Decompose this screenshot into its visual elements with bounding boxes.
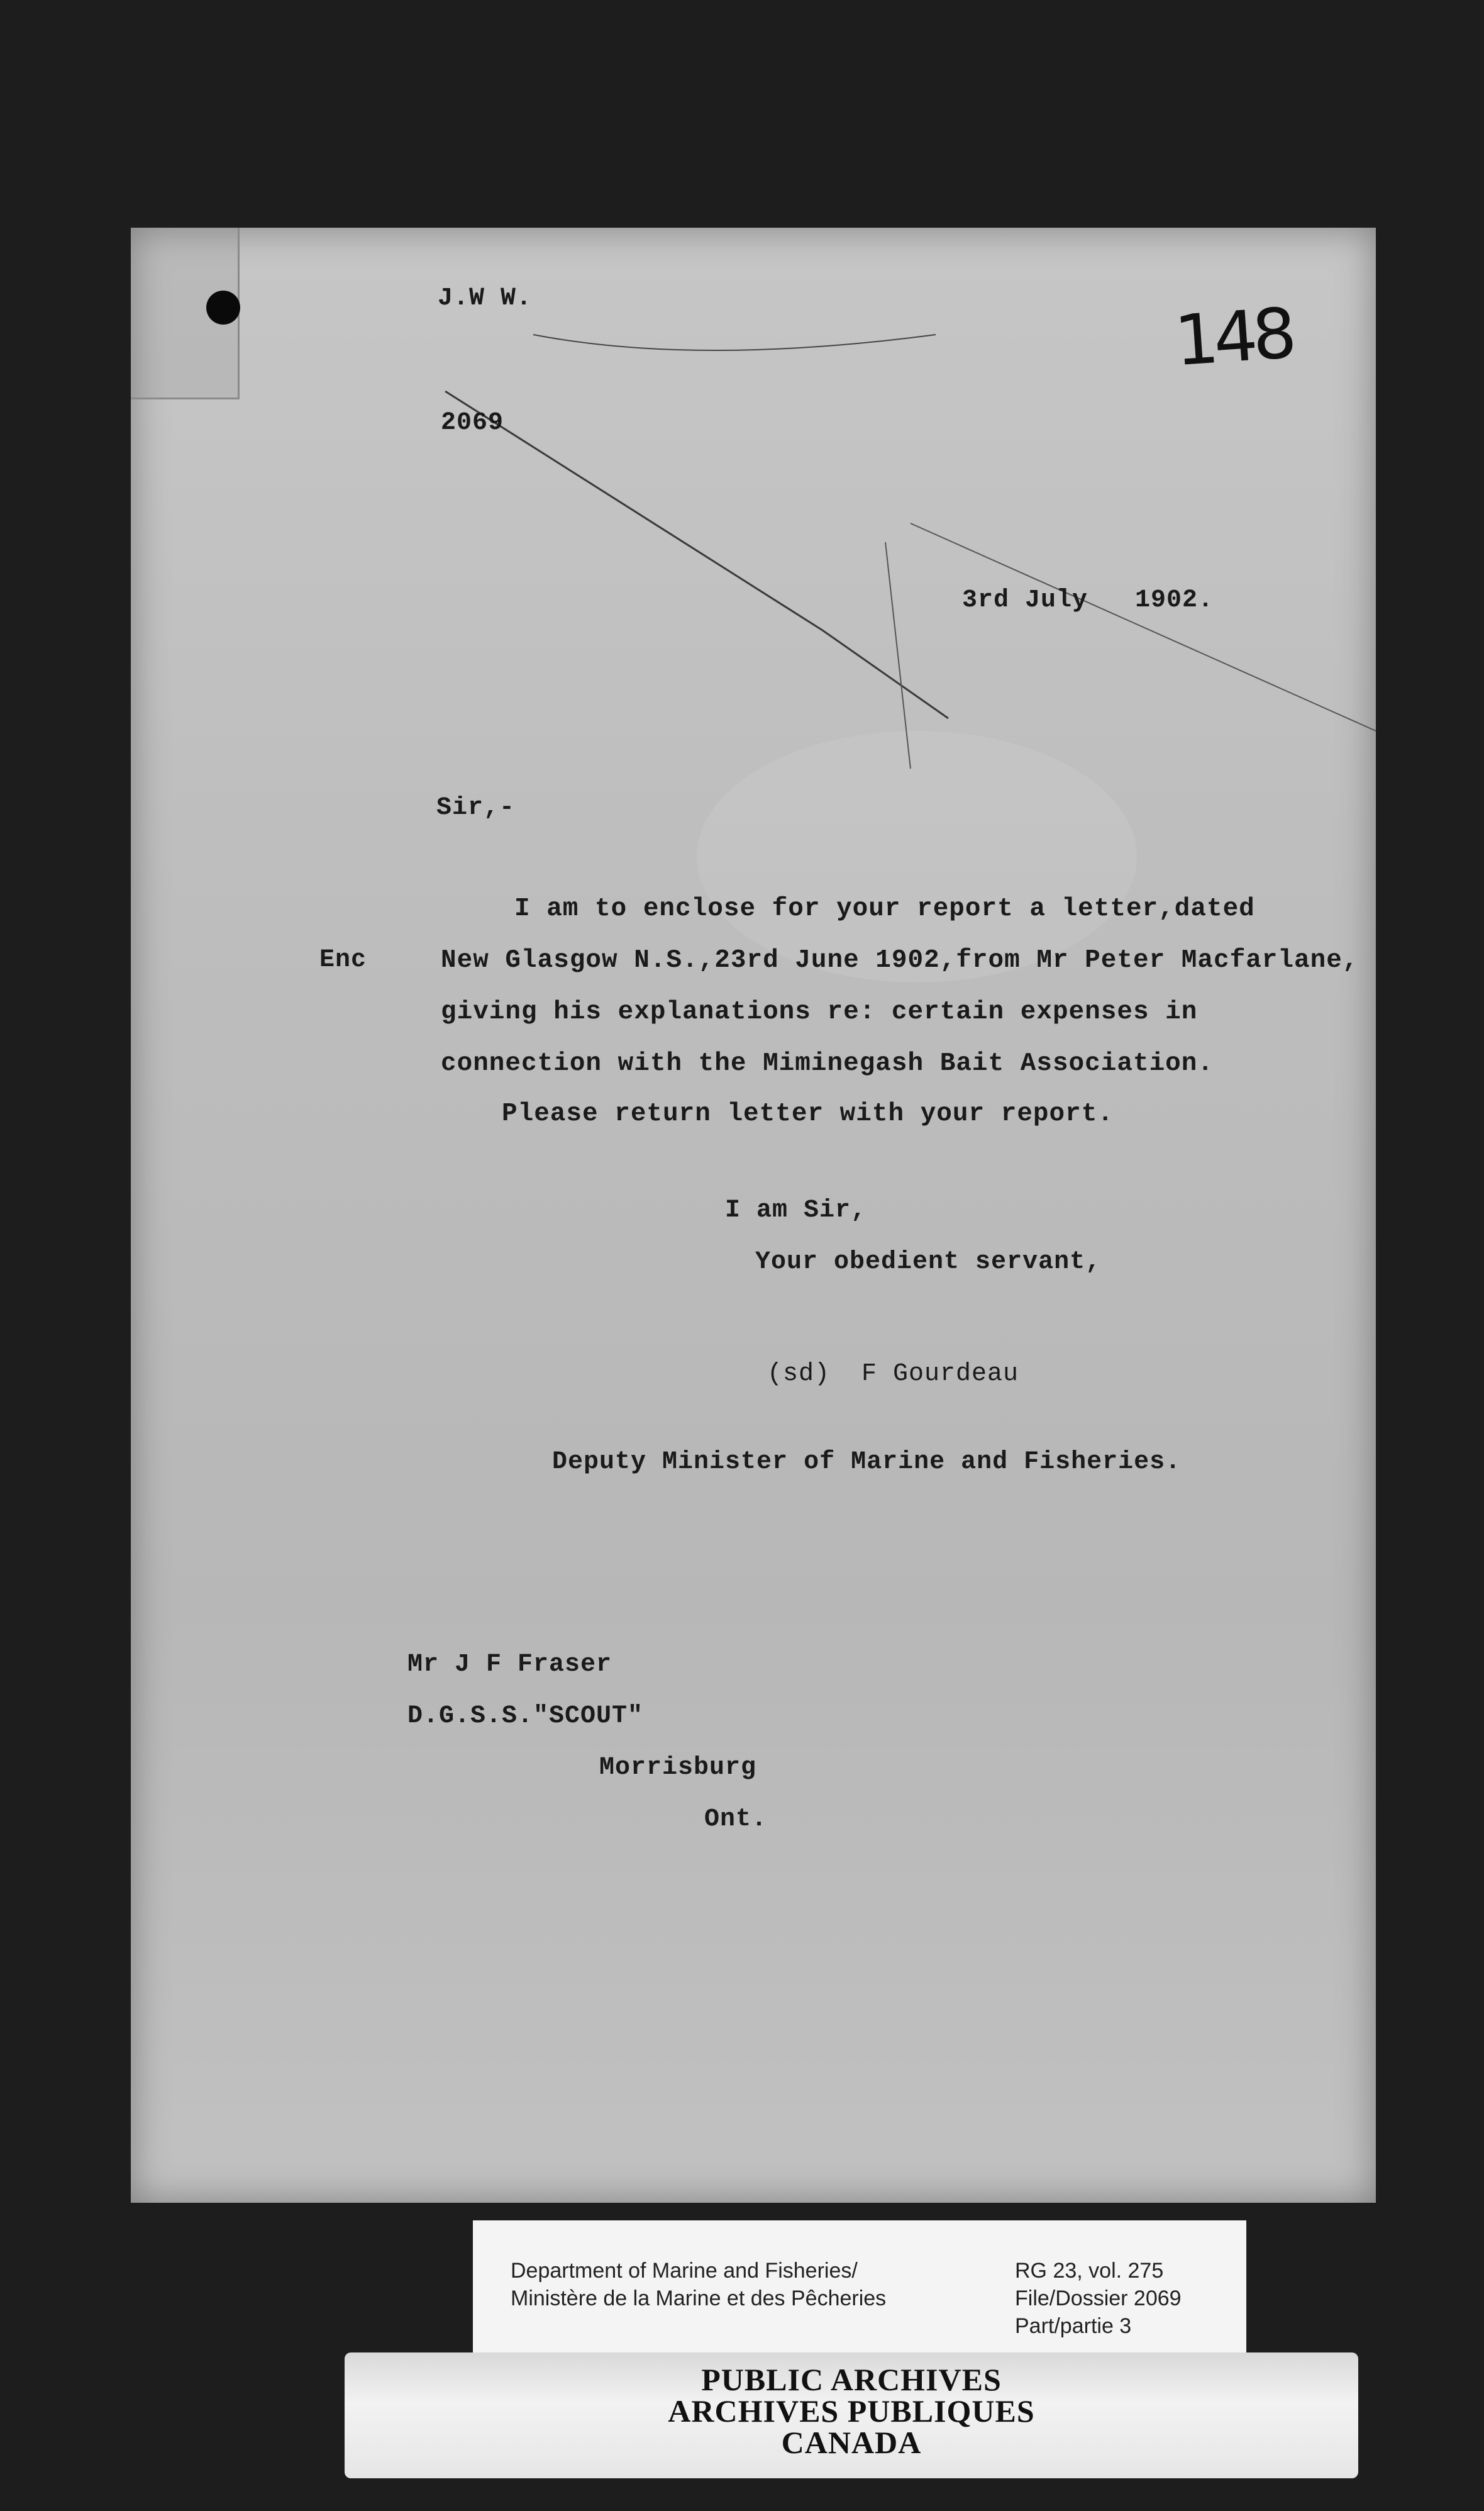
body-line-5: Please return letter with your report. <box>502 1100 1114 1128</box>
archive-reference-label <box>473 2220 1246 2352</box>
salutation: Sir,- <box>436 794 516 822</box>
stamp-line-1: PUBLIC ARCHIVES <box>701 2362 1002 2397</box>
public-archives-stamp <box>345 2352 1358 2478</box>
folio-number: 148 <box>1171 292 1295 382</box>
addressee-province: Ont. <box>704 1805 768 1834</box>
signature: (sd) F Gourdeau <box>767 1360 1019 1388</box>
body-line-2: New Glasgow N.S.,23rd June 1902,from Mr Peter Macfarlane, <box>441 946 1359 975</box>
letter-date: 3rd July 1902. <box>962 586 1214 615</box>
signer-title: Deputy Minister of Marine and Fisheries. <box>552 1448 1182 1476</box>
closing-line-2: Your obedient servant, <box>755 1248 1102 1276</box>
label-dept-fr: Ministère de la Marine et des Pêcheries <box>511 2286 887 2310</box>
stamp-line-2: ARCHIVES PUBLIQUES <box>668 2393 1035 2429</box>
body-line-3: giving his explanations re: certain expenses in <box>441 998 1198 1027</box>
enclosure-note: Enc <box>319 946 367 974</box>
addressee-vessel: D.G.S.S."SCOUT" <box>407 1702 644 1730</box>
body-line-1: I am to enclose for your report a letter,dated <box>514 894 1255 923</box>
stamp-line-3: CANADA <box>781 2425 922 2460</box>
file-number: 2069 <box>441 409 504 437</box>
label-file: File/Dossier 2069 <box>1015 2286 1182 2310</box>
label-dept-en: Department of Marine and Fisheries/ <box>511 2259 858 2283</box>
closing-line-1: I am Sir, <box>725 1196 867 1225</box>
addressee-town: Morrisburg <box>599 1754 757 1782</box>
typist-initials: J.W W. <box>438 284 533 313</box>
body-line-4: connection with the Miminegash Bait Association. <box>441 1049 1214 1078</box>
label-rg: RG 23, vol. 275 <box>1015 2259 1164 2283</box>
label-part: Part/partie 3 <box>1015 2314 1132 2338</box>
addressee-name: Mr J F Fraser <box>407 1651 612 1679</box>
letter-page <box>131 228 1376 2203</box>
